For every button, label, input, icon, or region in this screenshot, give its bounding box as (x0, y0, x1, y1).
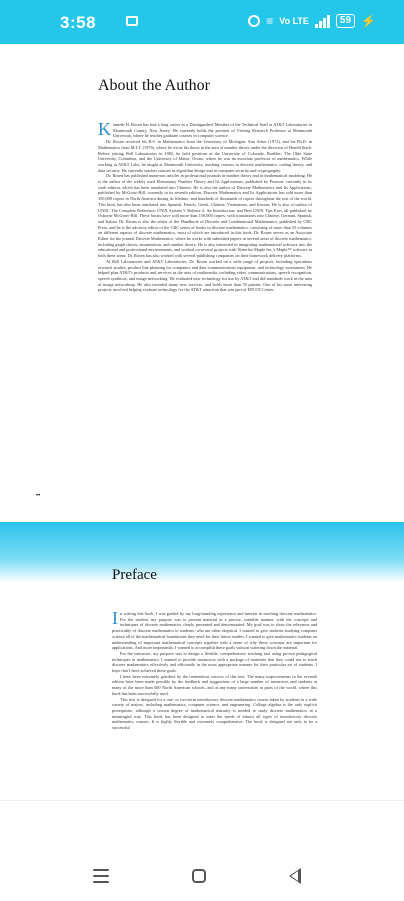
paragraph: enneth H. Rosen has had a long career as a Distinguished Member of the Technical Staff at AT&T Laboratories in Monmouth County, New Jersey. He currently holds the position of Visiting Research Professor at Monmouth University, where he teaches graduate courses in computer science. (113, 122, 312, 139)
battery-level: 59 (339, 15, 352, 26)
alarm-icon (248, 15, 260, 27)
back-icon[interactable] (289, 868, 301, 884)
signal-icon (315, 15, 330, 28)
body-text (112, 611, 317, 801)
vibrate-icon: ≡ (266, 14, 274, 28)
body-text (98, 122, 312, 462)
notification-icon (126, 16, 138, 26)
network-label: Vo LTE (279, 15, 309, 26)
paragraph: At Bell Laboratories and AT&T Laboratories, Dr. Rosen worked on a wide range of projects, including operations research studies, product line planning for computers and data communications equipment, and technology assessment. He helped plan AT&T's products and services in the area of multimedia, including video communications, speech recognition, speech synthesis, and image networking. He evaluated new technology for use by AT&T and did standards work in the area of image networking. He also invented many new services, and holds more than 55 patents. One of his more interesting projects involved helping evaluate technology for the AT&T attraction that was part of EPCOT Center. (98, 258, 312, 293)
status-indicators (248, 14, 376, 28)
document-page-preface[interactable] (0, 522, 404, 800)
paragraph: Dr. Rosen has published numerous articles in professional journals in number theory and in mathematical modeling. He is the author of the widely used Elementary Number Theory and Its Applications, published by Pearson, currently in its sixth edition, which has been translated into Chinese. He is also the author of Discrete Mathematics and Its Applications, published by McGraw-Hill, currently in its seventh edition. Discrete Mathematics and Its Applications has sold more than 350,000 copies in North America during its lifetime, and hundreds of thousands of copies throughout the rest of the world. This book has also been translated into Spanish, French, Greek, Chinese, Vietnamese, and Korean. He is also co-author of UNIX: The Complete Reference; UNIX System V Release 4: An Introduction; and Best UNIX Tips Ever, all published by Osborne McGraw-Hill. These books have sold more than 150,000 copies, with translations into Chinese, German, Spanish, and Italian. Dr. Rosen is also the editor of the Handbook of Discrete and Combinatorial Mathematics, published by CRC Press, and he is the advisory editor of the CRC series of books in discrete mathematics, consisting of more than 55 volumes on different aspects of discrete mathematics, most of which are introduced in this book. Dr. Rosen serves as an Associate Editor for the journal Discrete Mathematics, where he works with submitted papers in several areas of discrete mathematics, including graph theory, enumeration, and number theory. He is also interested in integrating mathematical software into the educational and professional environments, and worked on several projects with Waterloo Maple Inc.'s Maple™ software in both these areas. Dr. Rosen has also worked with several publishing companies on their homework delivery platforms. (98, 173, 312, 259)
battery-icon (336, 14, 355, 28)
home-icon[interactable] (192, 869, 206, 883)
status-bar (0, 0, 404, 44)
document-page-about-author[interactable] (0, 44, 404, 499)
page-title: Preface (112, 567, 157, 583)
recents-icon[interactable] (93, 869, 109, 883)
charging-icon: ⚡ (361, 14, 376, 28)
drop-cap: I (112, 611, 118, 628)
paragraph: n writing this book, I was guided by my long-standing experience and interest in teaching discrete mathematics. For the student, my purpose was to present material in a precise, readable manner, with the concepts and techniques of discrete mathematics clearly presented and demonstrated. My goal was to show the relevance and practicality of discrete mathematics to students, who are often skeptical. I wanted to give students studying computer science all of the mathematical foundations they need for their future studies. I wanted to give mathematics students an understanding of important mathematical concepts together with a sense of why these concepts are important for applications. And more importantly, I wanted to accomplish these goals without watering down the material. (112, 611, 317, 651)
paragraph: I have been extremely gratified by the tremendous success of this text. The many improvements in the seventh edition have been made possible by the feedback and suggestions of a large number of instructors and students at many of the more than 600 North American schools, and at any many universities in parts of the world, where this book has been successfully used. (112, 673, 317, 696)
paragraph: For the instructor, my purpose was to design a flexible, comprehensive teaching tool using proven pedagogical techniques in mathematics. I wanted to provide instructors with a package of materials that they could use to teach discrete mathematics effectively and efficiently in the most appropriate manner for their particular set of students. I hope that I have achieved these goals. (112, 650, 317, 674)
page-title: About the Author (98, 77, 210, 94)
status-time: 3:58 (60, 13, 97, 32)
drop-cap: K (98, 122, 111, 139)
paragraph: Dr. Rosen received his B.S. in Mathematics from the University of Michigan, Ann Arbor (1972), and his Ph.D. in Mathematics from M.I.T. (1976), where he wrote his thesis in the area of number theory under the direction of Harold Stark. Before joining Bell Laboratories in 1982, he held positions at the University of Colorado, Boulder; The Ohio State University, Columbus; and the University of Maine, Orono, where he was an associate professor of mathematics. While working at AT&T Labs, he taught at Monmouth University, teaching courses in discrete mathematics, coding theory, and data security. He currently teaches courses in algorithm design and in computer security and cryptography. (98, 139, 312, 173)
navigation-bar (0, 800, 404, 901)
paragraph: This text is designed for a one- or two-term introductory discrete mathematics course taken by students in a wide variety of majors, including mathematics, computer science, and engineering. College algebra is the only explicit prerequisite, although a certain degree of mathematical maturity is needed to study discrete mathematics in a meaningful way. This book has been designed to meet the needs of almost all types of introductory discrete mathematics courses. It is highly flexible and extremely comprehensive. The book is designed not only to be a successful (112, 696, 317, 731)
page-gap-marker: •• (36, 493, 41, 499)
